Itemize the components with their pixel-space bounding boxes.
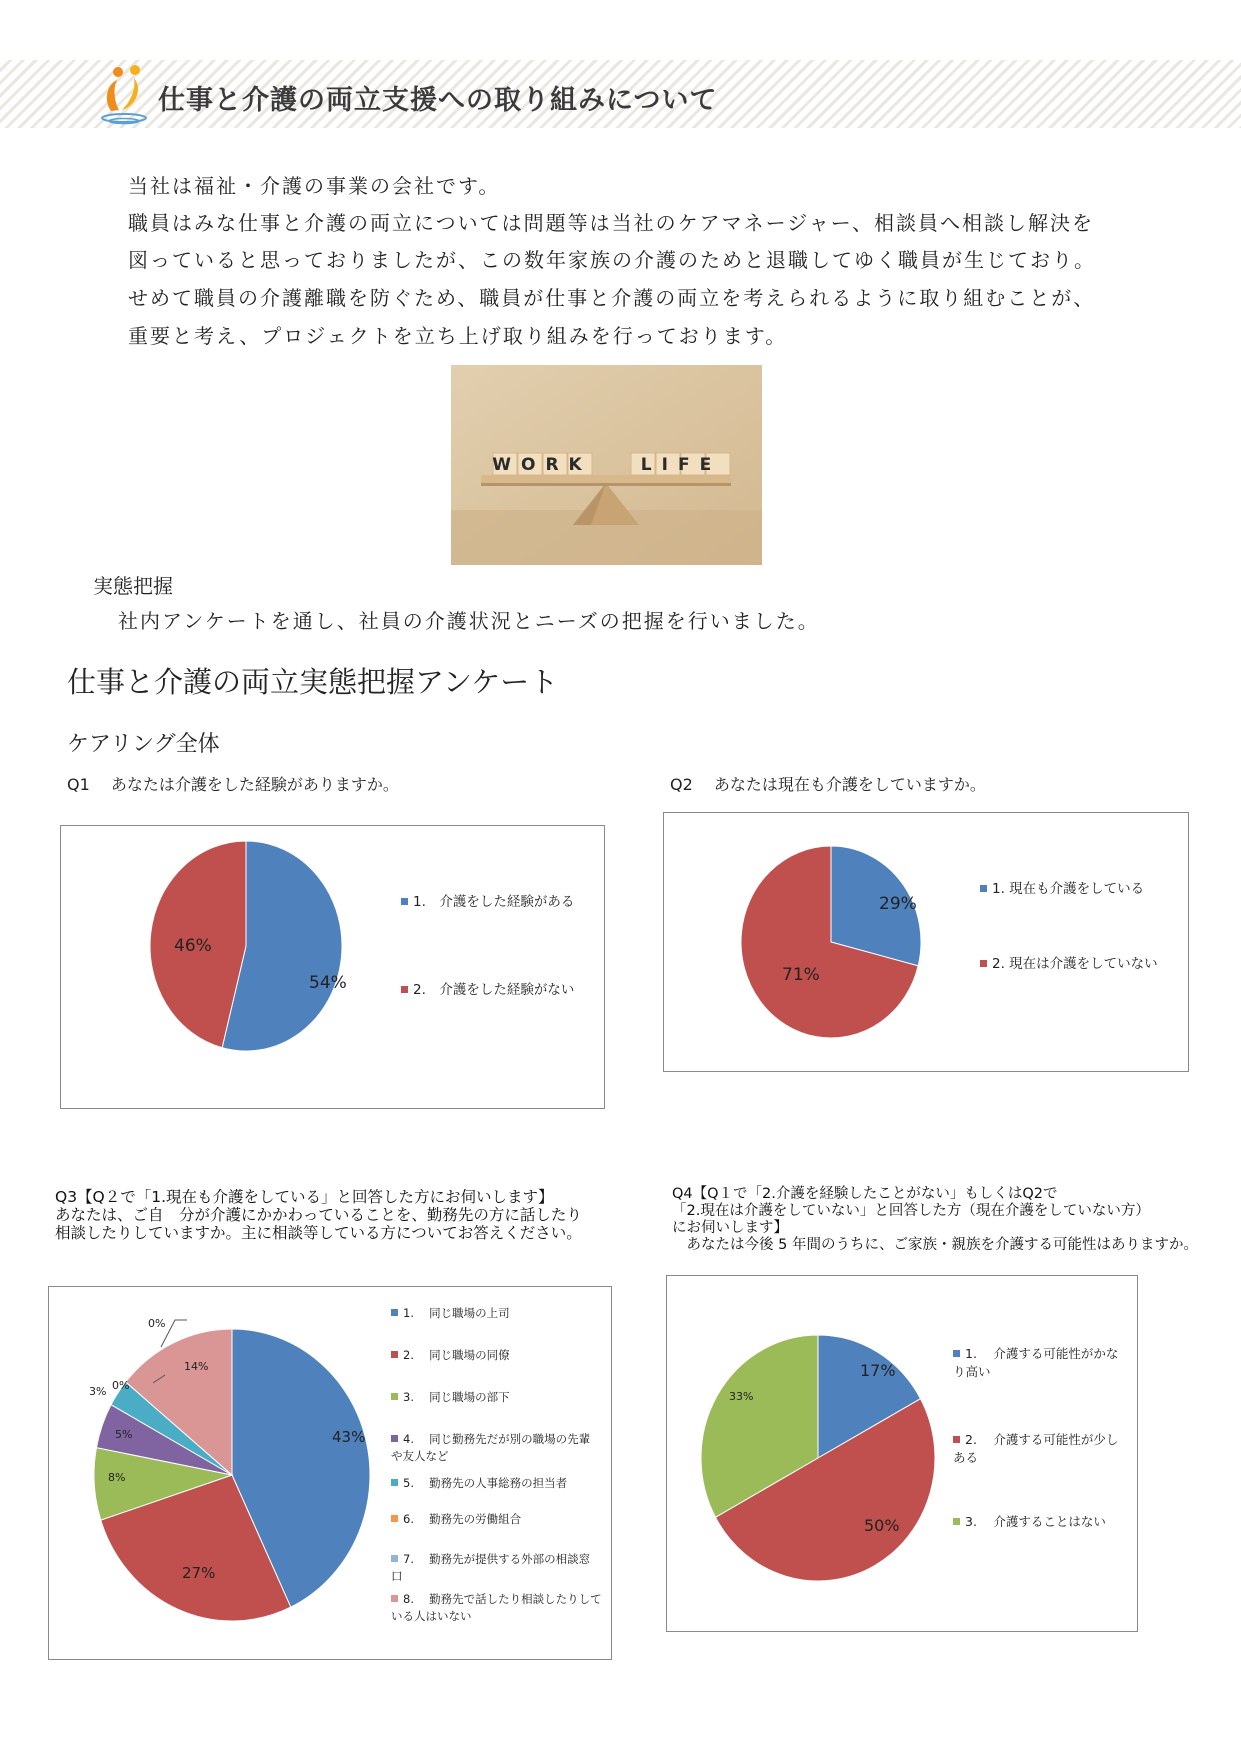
legend-swatch (401, 986, 408, 993)
legend-swatch (391, 1435, 398, 1442)
logo-icon (100, 63, 152, 125)
intro-line: せめて職員の介護離職を防ぐため、職員が仕事と介護の両立を考えられるように取り組むことが、 (128, 286, 1096, 310)
pie-chart-q4 (667, 1276, 1137, 1631)
data-label: 3% (89, 1385, 107, 1398)
question-q4 (672, 1186, 1198, 1254)
data-label: 43% (332, 1428, 366, 1446)
data-label: 0% (148, 1317, 166, 1330)
data-label: 50% (864, 1516, 900, 1535)
data-label: 33% (729, 1390, 754, 1403)
data-label: 54% (309, 973, 347, 993)
legend-swatch (953, 1518, 960, 1525)
question-q3 (55, 1188, 582, 1242)
legend-swatch (391, 1393, 398, 1400)
survey-title: 仕事と介護の両立実態把握アンケート (67, 665, 559, 699)
data-label: 14% (184, 1360, 209, 1373)
legend-label: 1. 介護する可能性がかな (965, 1346, 1119, 1361)
work-life-photo (451, 365, 762, 565)
legend-label: ある (953, 1450, 979, 1465)
data-label: 8% (108, 1471, 126, 1484)
legend-label: 5. 勤務先の人事総務の担当者 (403, 1476, 568, 1490)
question-q1: Q1 あなたは介護をした経験がありますか。 (67, 775, 399, 794)
survey-subtitle: ケアリング全体 (67, 732, 220, 757)
legend-label: 2. 介護をした経験がない (413, 982, 575, 998)
section-text: 社内アンケートを通し、社員の介護状況とニーズの把握を行いました。 (118, 609, 820, 633)
legend-swatch (980, 885, 987, 892)
question-q4-line: あなたは今後 5 年間のうちに、ご家族・親族を介護する可能性はありますか。 (672, 1237, 1198, 1253)
legend-label: 1. 介護をした経験がある (413, 894, 575, 910)
chart-q3 (48, 1286, 612, 1660)
legend-label: 口 (391, 1569, 403, 1583)
legend-label: 4. 同じ勤務先だが別の職場の先輩 (403, 1432, 591, 1446)
legend-swatch (391, 1595, 398, 1602)
question-q3-line: Q3【Q２で「1.現在も介護をしている」と回答した方にお伺いします】 (55, 1188, 554, 1206)
data-label: 29% (879, 894, 917, 914)
photo-word-life: LIFE (640, 455, 722, 475)
legend-swatch (980, 960, 987, 967)
section-heading: 実態把握 (93, 574, 173, 598)
intro-line: 当社は福祉・介護の事業の会社です。 (128, 174, 501, 198)
chart-q4 (666, 1275, 1138, 1632)
pie-chart-q1 (61, 826, 604, 1108)
chart-q1 (60, 825, 605, 1109)
legend-label: や友人など (391, 1449, 449, 1463)
legend-label: 3. 同じ職場の部下 (403, 1390, 510, 1404)
legend-swatch (401, 898, 408, 905)
page-title: 仕事と介護の両立支援への取り組みについて (158, 85, 718, 116)
question-q4-line: にお伺いします】 (672, 1220, 788, 1236)
legend-swatch (953, 1436, 960, 1443)
pie-chart-q2 (664, 813, 1188, 1071)
legend-label: 6. 勤務先の労働組合 (403, 1512, 522, 1526)
legend-swatch (391, 1479, 398, 1486)
pie-chart-q3 (49, 1287, 611, 1659)
legend-label: 7. 勤務先が提供する外部の相談窓 (403, 1552, 591, 1566)
legend-label: 2. 介護する可能性が少し (965, 1432, 1119, 1447)
legend-swatch (391, 1555, 398, 1562)
data-label: 46% (174, 936, 212, 956)
legend-label: 1. 現在も介護をしている (992, 881, 1145, 897)
data-label: 5% (115, 1428, 133, 1441)
intro-line: 重要と考え、プロジェクトを立ち上げ取り組みを行っております。 (128, 324, 788, 348)
legend-label: いる人はいない (391, 1609, 472, 1623)
legend-label: 2. 現在は介護をしていない (992, 956, 1158, 972)
legend-swatch (391, 1351, 398, 1358)
legend-label: り高い (953, 1364, 991, 1379)
question-q3-line: あなたは、ご自 分が介護にかかわっていることを、勤務先の方に話したり (55, 1206, 582, 1224)
data-label: 17% (860, 1361, 896, 1380)
legend-label: 8. 勤務先で話したり相談したりして (403, 1592, 602, 1606)
legend-swatch (953, 1350, 960, 1357)
intro-line: 図っていると思っておりましたが、この数年家族の介護のためと退職してゆく職員が生じており。 (128, 248, 1096, 272)
legend-swatch (391, 1309, 398, 1316)
photo-word-work: WORK (492, 455, 592, 475)
question-q4-line: Q4【Q１で「2.介護を経験したことがない」もしくはQ2で (672, 1186, 1058, 1202)
legend-label: 1. 同じ職場の上司 (403, 1306, 510, 1320)
data-label: 27% (182, 1564, 216, 1582)
question-q4-line: 「2.現在は介護をしていない」と回答した方（現在介護をしていない方） (672, 1203, 1150, 1219)
intro-line: 職員はみな仕事と介護の両立については問題等は当社のケアマネージャー、相談員へ相談し解決を (128, 211, 1094, 235)
question-q3-line: 相談したりしていますか。主に相談等している方についてお答えください。 (55, 1224, 582, 1242)
question-q2: Q2 あなたは現在も介護をしていますか。 (670, 775, 986, 794)
data-label: 71% (782, 965, 820, 985)
chart-q2 (663, 812, 1189, 1072)
data-label: 0% (112, 1379, 130, 1392)
legend-swatch (391, 1515, 398, 1522)
legend-label: 3. 介護することはない (965, 1514, 1106, 1529)
legend-label: 2. 同じ職場の同僚 (403, 1348, 510, 1362)
